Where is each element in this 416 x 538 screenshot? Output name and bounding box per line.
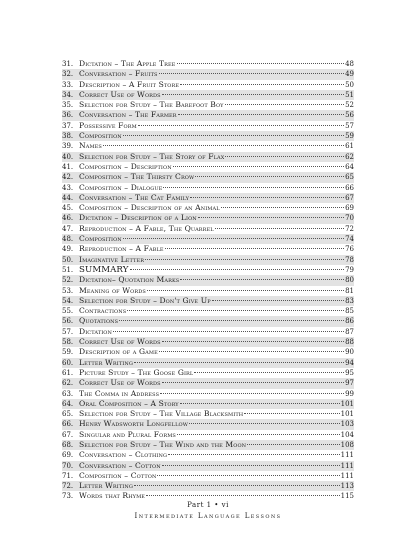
dot-leader xyxy=(247,444,339,445)
entry-title: Composition – Cotton xyxy=(79,470,157,480)
toc-entry xyxy=(62,121,354,131)
toc-entry xyxy=(62,399,354,409)
entry-page-number: 101 xyxy=(340,399,354,408)
toc-entry xyxy=(62,152,354,162)
toc-entry xyxy=(62,90,354,100)
entry-title: Dictation xyxy=(79,326,112,336)
entry-title: SUMMARY xyxy=(79,264,129,275)
toc-entry xyxy=(62,183,354,193)
dot-leader xyxy=(160,393,344,394)
entry-number: 55. xyxy=(62,307,74,316)
entry-number: 44. xyxy=(62,193,74,202)
entry-page-number: 111 xyxy=(340,451,354,460)
entry-number: 69. xyxy=(62,451,74,460)
entry-page-number: 61 xyxy=(345,142,354,151)
dot-leader xyxy=(215,228,344,229)
toc-entry xyxy=(62,327,354,337)
entry-number: 63. xyxy=(62,389,74,398)
entry-page-number: 85 xyxy=(345,307,354,316)
entry-title: Selection for Study – The Barefoot Boy xyxy=(79,100,224,110)
entry-page-number: 76 xyxy=(345,245,354,254)
entry-title: Conversation – Fruits xyxy=(79,69,158,79)
dot-leader xyxy=(173,166,344,167)
dot-leader xyxy=(162,94,344,95)
page-number-label: Part 1 • vi xyxy=(187,501,229,509)
entry-title: The Comma in Address xyxy=(79,388,160,398)
toc-entry xyxy=(62,69,354,79)
dot-leader xyxy=(162,382,344,383)
dot-leader xyxy=(180,279,344,280)
dot-leader xyxy=(145,259,344,260)
entry-number: 47. xyxy=(62,224,74,233)
entry-title: Description – A Fruit Store xyxy=(79,79,180,89)
dot-leader xyxy=(190,197,344,198)
dot-leader xyxy=(113,331,344,332)
entry-number: 33. xyxy=(62,80,74,89)
dot-leader xyxy=(194,372,344,373)
entry-number: 52. xyxy=(62,276,74,285)
entry-number: 49. xyxy=(62,245,74,254)
dot-leader xyxy=(177,434,340,435)
entry-page-number: 88 xyxy=(345,338,354,347)
entry-title: Composition xyxy=(79,131,122,141)
dot-leader xyxy=(134,362,344,363)
entry-number: 56. xyxy=(62,317,74,326)
entry-title: Correct Use of Words xyxy=(79,378,161,388)
entry-number: 41. xyxy=(62,162,74,171)
dot-leader xyxy=(221,207,344,208)
entry-number: 34. xyxy=(62,90,74,99)
entry-number: 36. xyxy=(62,111,74,120)
dot-leader xyxy=(168,454,340,455)
entry-page-number: 67 xyxy=(345,193,354,202)
entry-title: Quotations xyxy=(79,316,119,326)
entry-title: Conversation – The Farmer xyxy=(79,110,177,120)
toc-entry xyxy=(62,419,354,429)
dot-leader xyxy=(177,63,345,64)
dot-leader xyxy=(162,341,344,342)
dot-leader xyxy=(162,465,340,466)
entry-page-number: 94 xyxy=(345,358,354,367)
entry-title: Dictation – The Apple Tree xyxy=(79,59,176,68)
dot-leader xyxy=(146,495,340,496)
entry-number: 61. xyxy=(62,368,74,377)
entry-number: 48. xyxy=(62,235,74,244)
entry-number: 62. xyxy=(62,379,74,388)
entry-number: 31. xyxy=(62,60,74,68)
entry-number: 70. xyxy=(62,461,74,470)
entry-page-number: 111 xyxy=(340,461,354,470)
entry-title: Imaginative Letter xyxy=(79,254,145,264)
toc-entry xyxy=(62,481,354,491)
entry-number: 51. xyxy=(62,265,74,274)
dot-leader xyxy=(138,125,344,126)
entry-number: 72. xyxy=(62,482,74,491)
entry-title: Composition xyxy=(79,234,122,244)
dot-leader xyxy=(189,423,340,424)
toc-entry xyxy=(62,450,354,460)
toc-entry xyxy=(62,337,354,347)
dot-leader xyxy=(130,269,345,270)
dot-leader xyxy=(163,187,344,188)
entry-title: Selection for Study – The Village Blacksmith xyxy=(79,409,244,419)
entry-number: 54. xyxy=(62,296,74,305)
dot-leader xyxy=(123,238,344,239)
dot-leader xyxy=(159,351,344,352)
entry-page-number: 80 xyxy=(345,276,354,285)
entry-page-number: 70 xyxy=(345,214,354,223)
entry-page-number: 72 xyxy=(345,224,354,233)
dot-leader xyxy=(165,248,344,249)
entry-title: Description of a Game xyxy=(79,347,158,357)
toc-entry xyxy=(62,430,354,440)
toc-entry xyxy=(62,80,354,90)
entry-number: 64. xyxy=(62,399,74,408)
entry-number: 46. xyxy=(62,214,74,223)
entry-page-number: 62 xyxy=(345,152,354,161)
dot-leader xyxy=(225,104,345,105)
toc-entry xyxy=(62,461,354,471)
entry-number: 39. xyxy=(62,142,74,151)
entry-title: Dictation – Description of a Lion xyxy=(79,213,197,223)
entry-page-number: 66 xyxy=(345,183,354,192)
entry-page-number: 64 xyxy=(345,162,354,171)
toc-entry xyxy=(62,378,354,388)
entry-number: 38. xyxy=(62,132,74,141)
entry-page-number: 104 xyxy=(340,430,354,439)
entry-page-number: 115 xyxy=(340,492,354,501)
entry-page-number: 97 xyxy=(345,379,354,388)
entry-page-number: 99 xyxy=(345,389,354,398)
entry-page-number: 50 xyxy=(345,80,354,89)
dot-leader xyxy=(123,135,344,136)
toc-entry xyxy=(62,296,354,306)
toc-entry xyxy=(62,306,354,316)
entry-title: Reproduction – A Fable, The Quarrel xyxy=(79,223,214,233)
entry-number: 59. xyxy=(62,348,74,357)
toc-entry xyxy=(62,100,354,110)
entry-page-number: 83 xyxy=(345,296,354,305)
entry-title: Composition – Dialogue xyxy=(79,182,163,192)
entry-number: 35. xyxy=(62,101,74,110)
entry-title: Dictation– Quotation Marks xyxy=(79,275,180,285)
entry-page-number: 95 xyxy=(345,368,354,377)
entry-number: 32. xyxy=(62,70,74,79)
entry-title: Words that Rhyme xyxy=(79,491,146,501)
entry-page-number: 59 xyxy=(345,132,354,141)
toc-entry xyxy=(62,409,354,419)
toc-entry xyxy=(62,59,354,69)
entry-title: Selection for Study – The Story of Flax xyxy=(79,151,225,161)
entry-title: Conversation – Cotton xyxy=(79,460,161,470)
entry-number: 40. xyxy=(62,152,74,161)
toc-entry xyxy=(62,213,354,223)
entry-title: Reproduction – A Fable xyxy=(79,244,164,254)
dot-leader xyxy=(180,84,344,85)
entry-number: 65. xyxy=(62,410,74,419)
entry-page-number: 65 xyxy=(345,173,354,182)
toc-entry xyxy=(62,255,354,265)
entry-number: 67. xyxy=(62,430,74,439)
entry-number: 42. xyxy=(62,173,74,182)
dot-leader xyxy=(178,114,344,115)
entry-title: Correct Use of Words xyxy=(79,337,161,347)
toc-entry xyxy=(62,471,354,481)
dot-leader xyxy=(127,310,344,311)
entry-title: Selection for Study – The Wind and the Moon xyxy=(79,439,247,449)
entry-number: 43. xyxy=(62,183,74,192)
entry-page-number: 57 xyxy=(345,121,354,130)
toc-entry xyxy=(62,316,354,326)
entry-page-number: 81 xyxy=(345,286,354,295)
entry-title: Letter Writing xyxy=(79,357,133,367)
toc-entry xyxy=(62,193,354,203)
entry-page-number: 56 xyxy=(345,111,354,120)
dot-leader xyxy=(159,73,345,74)
entry-page-number: 87 xyxy=(345,327,354,336)
entry-number: 60. xyxy=(62,358,74,367)
entry-title: Picture Study – The Goose Girl xyxy=(79,367,194,377)
entry-page-number: 78 xyxy=(345,255,354,264)
entry-number: 68. xyxy=(62,440,74,449)
toc-entry xyxy=(62,358,354,368)
entry-number: 45. xyxy=(62,204,74,213)
entry-title: Names xyxy=(79,141,102,151)
entry-title: Selection for Study – Don't Give Up xyxy=(79,295,211,305)
toc-entry xyxy=(62,244,354,254)
entry-page-number: 48 xyxy=(345,60,354,68)
entry-number: 50. xyxy=(62,255,74,264)
dot-leader xyxy=(225,156,344,157)
entry-page-number: 49 xyxy=(345,70,354,79)
entry-page-number: 69 xyxy=(345,204,354,213)
dot-leader xyxy=(134,485,340,486)
dot-leader xyxy=(103,145,344,146)
page-footer xyxy=(0,500,416,522)
table-of-contents xyxy=(62,59,354,502)
toc-entry xyxy=(62,368,354,378)
entry-page-number: 113 xyxy=(340,482,354,491)
entry-page-number: 90 xyxy=(345,348,354,357)
toc-entry xyxy=(62,203,354,213)
entry-page-number: 101 xyxy=(340,410,354,419)
toc-entry xyxy=(62,224,354,234)
toc-entry xyxy=(62,172,354,182)
entry-title: Letter Writing xyxy=(79,481,133,491)
toc-entry xyxy=(62,110,354,120)
dot-leader xyxy=(244,413,339,414)
toc-entry xyxy=(62,131,354,141)
dot-leader xyxy=(157,475,339,476)
entry-page-number: 111 xyxy=(340,471,354,480)
toc-entry xyxy=(62,275,354,285)
entry-page-number: 79 xyxy=(345,265,354,274)
dot-leader xyxy=(119,320,344,321)
toc-entry xyxy=(62,440,354,450)
entry-number: 73. xyxy=(62,492,74,501)
entry-number: 53. xyxy=(62,286,74,295)
entry-page-number: 108 xyxy=(340,440,354,449)
entry-title: Composition – The Thirsty Crow xyxy=(79,172,195,182)
toc-entry xyxy=(62,265,354,275)
entry-page-number: 74 xyxy=(345,235,354,244)
toc-entry xyxy=(62,389,354,399)
toc-entry xyxy=(62,162,354,172)
entry-title: Oral Composition – A Story xyxy=(79,398,179,408)
entry-title: Conversation – Clothing xyxy=(79,450,168,460)
entry-number: 71. xyxy=(62,471,74,480)
entry-page-number: 51 xyxy=(345,90,354,99)
entry-title: Meaning of Words xyxy=(79,285,146,295)
entry-title: Correct Use of Words xyxy=(79,89,161,99)
entry-title: Contractions xyxy=(79,306,127,316)
dot-leader xyxy=(195,176,344,177)
dot-leader xyxy=(147,290,344,291)
entry-title: Possessive Form xyxy=(79,120,137,130)
dot-leader xyxy=(180,403,340,404)
entry-number: 57. xyxy=(62,327,74,336)
entry-number: 66. xyxy=(62,420,74,429)
book-title: Intermediate Language Lessons xyxy=(134,512,282,520)
toc-entry xyxy=(62,234,354,244)
entry-page-number: 86 xyxy=(345,317,354,326)
toc-entry xyxy=(62,286,354,296)
entry-number: 37. xyxy=(62,121,74,130)
entry-title: Composition – Description xyxy=(79,161,172,171)
dot-leader xyxy=(198,217,344,218)
entry-page-number: 52 xyxy=(345,101,354,110)
entry-title: Conversation – The Cat Family xyxy=(79,192,190,202)
entry-title: Henry Wadsworth Longfellow xyxy=(79,419,188,429)
dot-leader xyxy=(212,300,344,301)
entry-page-number: 103 xyxy=(340,420,354,429)
entry-title: Singular and Plural Forms xyxy=(79,429,176,439)
toc-entry xyxy=(62,141,354,151)
entry-number: 58. xyxy=(62,338,74,347)
toc-entry xyxy=(62,347,354,357)
entry-title: Composition – Description of an Animal xyxy=(79,203,220,213)
